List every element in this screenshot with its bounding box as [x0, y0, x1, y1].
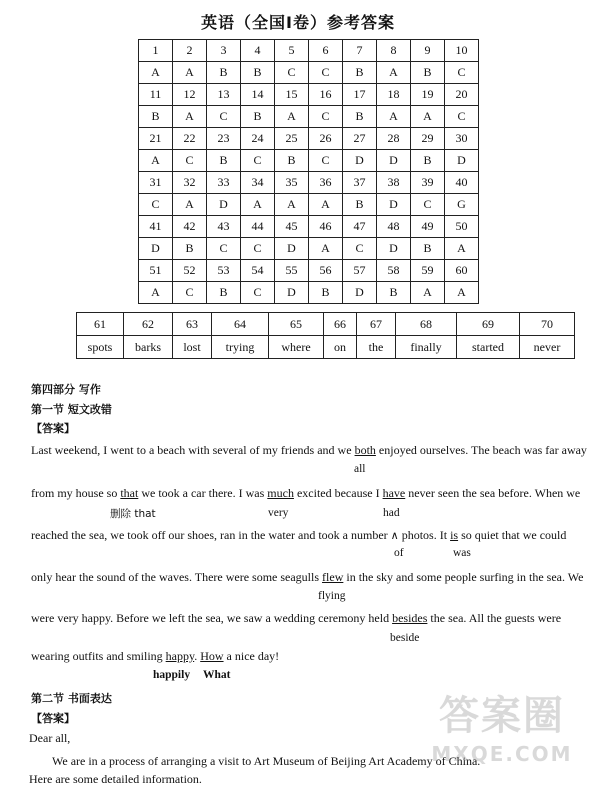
grid-number-cell: 22 — [173, 128, 207, 150]
text: from my house so — [31, 486, 121, 500]
grid-answer-row — [139, 106, 479, 128]
grid-answer-cell: C — [207, 106, 241, 128]
grid-answer-cell: A — [275, 194, 309, 216]
fill-answer-cell: the — [357, 336, 396, 359]
grid-number-cell: 53 — [207, 260, 241, 282]
grid-number-row — [139, 40, 479, 62]
grid-answer-cell: B — [377, 282, 411, 304]
passage-line-5 — [31, 611, 561, 626]
answer-grid-table — [138, 39, 479, 304]
grid-number-cell: 43 — [207, 216, 241, 238]
grid-answer-cell: A — [411, 282, 445, 304]
fill-answer-cell: lost — [173, 336, 212, 359]
error-word: have — [382, 486, 406, 500]
grid-answer-cell: B — [343, 106, 377, 128]
letter-line-1: We are in a process of arranging a visit to Art Museum of Beijing Art Academy of China. — [52, 754, 481, 768]
grid-number-cell: 49 — [411, 216, 445, 238]
passage-line-2 — [31, 486, 580, 501]
grid-answer-cell: C — [241, 282, 275, 304]
grid-number-cell: 4 — [241, 40, 275, 62]
fill-number-cell: 70 — [520, 313, 575, 336]
grid-answer-cell: A — [173, 62, 207, 84]
text: wearing outfits and smiling — [31, 649, 166, 663]
grid-number-cell: 55 — [275, 260, 309, 282]
grid-answer-cell: B — [343, 194, 377, 216]
grid-answer-cell: D — [377, 150, 411, 172]
correction-flying: flying — [318, 590, 346, 602]
grid-number-cell: 9 — [411, 40, 445, 62]
grid-number-cell: 10 — [445, 40, 479, 62]
grid-number-cell: 8 — [377, 40, 411, 62]
grid-number-cell: 40 — [445, 172, 479, 194]
grid-answer-cell: B — [139, 106, 173, 128]
fill-numbers-row — [77, 313, 575, 336]
grid-number-cell: 41 — [139, 216, 173, 238]
fill-number-cell: 65 — [269, 313, 324, 336]
watermark-bottom-text: MXQE.COM — [431, 742, 573, 766]
grid-number-cell: 1 — [139, 40, 173, 62]
grid-answer-cell: D — [139, 238, 173, 260]
section2-heading: 第二节 书面表达 — [31, 692, 112, 705]
grid-number-cell: 39 — [411, 172, 445, 194]
grid-number-cell: 42 — [173, 216, 207, 238]
grid-answer-cell: C — [309, 62, 343, 84]
grid-number-row — [139, 260, 479, 282]
section4-heading: 第四部分 写作 — [31, 383, 101, 396]
fill-number-cell: 67 — [357, 313, 396, 336]
fill-answer-cell: barks — [124, 336, 173, 359]
grid-number-cell: 30 — [445, 128, 479, 150]
grid-answer-cell: B — [207, 62, 241, 84]
grid-answer-cell: B — [241, 62, 275, 84]
text: the sea. All the guests were — [427, 611, 562, 625]
passage-line-3 — [31, 528, 566, 543]
grid-number-cell: 24 — [241, 128, 275, 150]
grid-number-cell: 23 — [207, 128, 241, 150]
letter-line-2: Here are some detailed information. — [29, 772, 202, 786]
answer-tag: 【答案】 — [31, 422, 75, 435]
watermark-top-text: 答案圈 — [439, 693, 565, 739]
grid-answer-cell: B — [411, 150, 445, 172]
grid-answer-cell: A — [139, 282, 173, 304]
text: were very happy. Before we left the sea, we saw a wedding ceremony held — [31, 611, 393, 625]
grid-answer-cell: D — [343, 150, 377, 172]
page-title: 英语（全国I卷）参考答案 — [201, 13, 395, 32]
text: a nice day! — [223, 649, 280, 663]
grid-number-cell: 13 — [207, 84, 241, 106]
grid-number-cell: 56 — [309, 260, 343, 282]
grid-answer-cell: C — [241, 150, 275, 172]
grid-answer-row — [139, 238, 479, 260]
grid-number-cell: 35 — [275, 172, 309, 194]
grid-answer-cell: B — [411, 238, 445, 260]
grid-number-cell: 31 — [139, 172, 173, 194]
grid-answer-cell: C — [309, 150, 343, 172]
text: enjoyed ourselves. The beach was far away — [375, 443, 587, 457]
correction-happily: happily — [153, 669, 191, 681]
grid-number-cell: 15 — [275, 84, 309, 106]
grid-answer-row — [139, 62, 479, 84]
fill-answer-cell: trying — [212, 336, 269, 359]
fill-number-cell: 64 — [212, 313, 269, 336]
fill-answer-cell: on — [324, 336, 357, 359]
grid-number-cell: 45 — [275, 216, 309, 238]
correction-what: What — [203, 669, 231, 681]
grid-number-cell: 6 — [309, 40, 343, 62]
grid-answer-cell: B — [411, 62, 445, 84]
grid-answer-cell: B — [173, 238, 207, 260]
text: reached the sea, we took off our shoes, ran in the water and took a number — [31, 528, 391, 542]
grid-number-cell: 2 — [173, 40, 207, 62]
grid-answer-row — [139, 194, 479, 216]
grid-answer-cell: B — [241, 106, 275, 128]
grid-number-cell: 52 — [173, 260, 207, 282]
grid-answer-cell: D — [275, 282, 309, 304]
fill-number-cell: 62 — [124, 313, 173, 336]
grid-answer-cell: D — [275, 238, 309, 260]
error-word: that — [120, 486, 139, 500]
grid-number-cell: 50 — [445, 216, 479, 238]
fill-number-cell: 69 — [457, 313, 520, 336]
grid-number-cell: 58 — [377, 260, 411, 282]
grid-number-cell: 19 — [411, 84, 445, 106]
grid-number-cell: 47 — [343, 216, 377, 238]
grid-answer-cell: D — [207, 194, 241, 216]
grid-number-cell: 32 — [173, 172, 207, 194]
grid-number-cell: 14 — [241, 84, 275, 106]
grid-answer-cell: A — [445, 238, 479, 260]
grid-answer-cell: B — [207, 282, 241, 304]
section1-heading: 第一节 短文改错 — [31, 403, 112, 416]
error-word: both — [354, 443, 376, 457]
grid-answer-cell: B — [207, 150, 241, 172]
grid-number-cell: 20 — [445, 84, 479, 106]
fill-number-cell: 68 — [396, 313, 457, 336]
grid-number-row — [139, 216, 479, 238]
grid-answer-cell: D — [445, 150, 479, 172]
fill-answer-cell: spots — [77, 336, 124, 359]
fill-answer-cell: started — [457, 336, 520, 359]
error-word: happy — [165, 649, 195, 663]
fill-number-cell: 63 — [173, 313, 212, 336]
error-word: is — [450, 528, 459, 542]
fill-answer-cell: where — [269, 336, 324, 359]
grid-answer-cell: C — [173, 150, 207, 172]
grid-number-cell: 59 — [411, 260, 445, 282]
grid-number-cell: 33 — [207, 172, 241, 194]
grid-answer-cell: C — [241, 238, 275, 260]
grid-answer-cell: A — [139, 150, 173, 172]
text: only hear the sound of the waves. There were some seagulls — [31, 570, 323, 584]
grid-answer-cell: C — [207, 238, 241, 260]
grid-answer-cell: A — [241, 194, 275, 216]
grid-number-cell: 25 — [275, 128, 309, 150]
correction-beside: beside — [390, 632, 420, 644]
grid-number-cell: 17 — [343, 84, 377, 106]
grid-answer-cell: A — [173, 194, 207, 216]
grid-answer-cell: D — [377, 194, 411, 216]
text: . — [194, 649, 201, 663]
grid-answer-cell: A — [309, 194, 343, 216]
letter-greeting: Dear all, — [29, 731, 71, 745]
passage-line-4 — [31, 570, 583, 585]
grid-number-cell: 34 — [241, 172, 275, 194]
text: in the sky and some people surfing in the sea. We — [343, 570, 584, 584]
grid-number-cell: 36 — [309, 172, 343, 194]
watermark-logo — [422, 690, 582, 782]
grid-number-cell: 48 — [377, 216, 411, 238]
grid-number-cell: 12 — [173, 84, 207, 106]
grid-number-row — [139, 172, 479, 194]
grid-number-cell: 21 — [139, 128, 173, 150]
grid-answer-cell: B — [343, 62, 377, 84]
grid-answer-row — [139, 150, 479, 172]
grid-answer-cell: C — [411, 194, 445, 216]
error-word: flew — [322, 570, 344, 584]
grid-number-cell: 7 — [343, 40, 377, 62]
grid-number-cell: 5 — [275, 40, 309, 62]
error-word: much — [267, 486, 294, 500]
grid-answer-cell: A — [173, 106, 207, 128]
grid-number-cell: 16 — [309, 84, 343, 106]
answer-tag-2: 【答案】 — [31, 712, 75, 725]
grid-number-cell: 51 — [139, 260, 173, 282]
grid-answer-cell: A — [275, 106, 309, 128]
fill-answers-row — [77, 336, 575, 359]
passage-line-1 — [31, 443, 587, 458]
grid-answer-cell: A — [377, 106, 411, 128]
grid-number-cell: 3 — [207, 40, 241, 62]
grid-number-cell: 26 — [309, 128, 343, 150]
grid-answer-cell: B — [309, 282, 343, 304]
text: photos. It — [398, 528, 451, 542]
grid-answer-cell: A — [377, 62, 411, 84]
grid-number-cell: 54 — [241, 260, 275, 282]
text: Last weekend, I went to a beach with several of my friends and we — [31, 443, 355, 457]
grid-number-cell: 18 — [377, 84, 411, 106]
grid-answer-row — [139, 282, 479, 304]
grid-answer-cell: C — [309, 106, 343, 128]
correction-had: had — [383, 507, 400, 519]
fill-number-cell: 61 — [77, 313, 124, 336]
grid-answer-cell: D — [343, 282, 377, 304]
text: never seen the sea before. When we — [405, 486, 581, 500]
grid-answer-cell: C — [173, 282, 207, 304]
grid-answer-cell: B — [275, 150, 309, 172]
insert-caret: ∧ — [390, 529, 399, 542]
passage-line-6 — [31, 649, 279, 664]
grid-answer-cell: D — [377, 238, 411, 260]
grid-answer-cell: A — [309, 238, 343, 260]
grid-answer-cell: A — [139, 62, 173, 84]
correction-was: was — [453, 547, 471, 559]
grid-answer-cell: C — [343, 238, 377, 260]
fill-in-answers-table — [76, 312, 575, 359]
grid-answer-cell: A — [445, 282, 479, 304]
grid-number-cell: 27 — [343, 128, 377, 150]
grid-number-cell: 29 — [411, 128, 445, 150]
grid-number-cell: 44 — [241, 216, 275, 238]
correction-all: all — [354, 463, 366, 475]
grid-answer-cell: G — [445, 194, 479, 216]
grid-answer-cell: C — [139, 194, 173, 216]
grid-number-cell: 60 — [445, 260, 479, 282]
grid-number-cell: 11 — [139, 84, 173, 106]
grid-answer-cell: C — [275, 62, 309, 84]
error-word: besides — [392, 611, 428, 625]
fill-answer-cell: finally — [396, 336, 457, 359]
grid-number-cell: 37 — [343, 172, 377, 194]
grid-answer-cell: A — [411, 106, 445, 128]
grid-number-cell: 57 — [343, 260, 377, 282]
correction-very: very — [268, 507, 289, 519]
text: we took a car there. I was — [138, 486, 268, 500]
text: so quiet that we could — [458, 528, 567, 542]
correction-delete-that: 删除 that — [110, 508, 156, 520]
grid-answer-cell: C — [445, 62, 479, 84]
grid-number-row — [139, 84, 479, 106]
grid-number-cell: 28 — [377, 128, 411, 150]
grid-answer-cell: C — [445, 106, 479, 128]
correction-of: of — [394, 547, 404, 559]
fill-answer-cell: never — [520, 336, 575, 359]
fill-number-cell: 66 — [324, 313, 357, 336]
grid-number-cell: 38 — [377, 172, 411, 194]
grid-number-row — [139, 128, 479, 150]
error-word: How — [200, 649, 224, 663]
text: excited because I — [293, 486, 383, 500]
grid-number-cell: 46 — [309, 216, 343, 238]
